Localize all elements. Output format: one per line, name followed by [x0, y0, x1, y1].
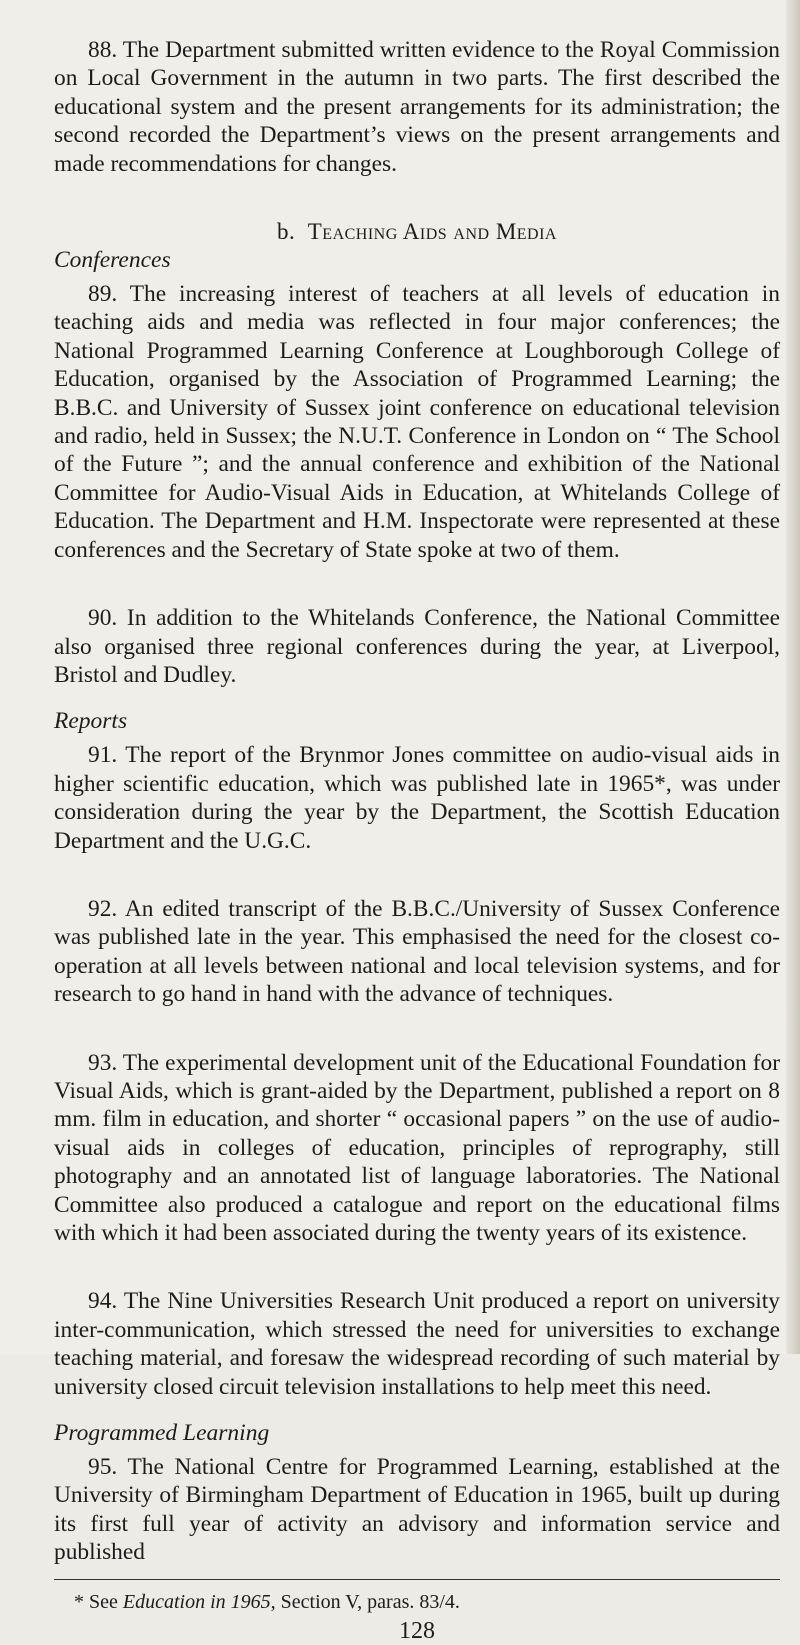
footnote [54, 1590, 780, 1614]
paragraph-89: 89. The increasing interest of teachers at all levels of education in teaching aids and media was reflected in four major conferences; the National Programmed Learning Conference at Loughborough College of Education, organised by the Association of Programmed Learning; the B.B.C. and University of Sussex joint conference on educational television and radio, held in Sussex; the N.U.T. Conference in London on “ The School of the Future ”; and the annual conference and exhibition of the National Committee for Audio-Visual Aids in Education, at Whitelands College of Education. The Department and H.M. Inspectorate were represented at these conferences and the Secretary of State spoke at two of them. [54, 281, 780, 563]
page-number: 128 [399, 1617, 435, 1644]
paragraph-93: 93. The experimental development unit of the Educational Foundation for Visual Aids, which is grant-aided by the Department, published a report on 8 mm. film in education, and shorter “ occasional papers ” on the use of audio-visual aids in colleges of education, principles of reprography, still photography and an annotated list of language laboratories. The National Committee also produced a catalogue and report on the educational films with which it had been associated during the twenty years of its existence. [54, 1049, 780, 1246]
paragraph-92: 92. An edited transcript of the B.B.C./University of Sussex Conference was published late in the year. This emphasised the need for the closest co-operation at all levels between national and local television systems, and for research to go hand in hand with the advance of techniques. [54, 895, 780, 1008]
section-title: Teaching Aids and Media [307, 219, 557, 245]
page-edge-shadow [786, 0, 800, 1354]
paragraph-94: 94. The Nine Universities Research Unit produced a report on university inter-communication, which stressed the need for universities to exchange teaching material, and foresaw the widespread recording of such material by university closed circuit television installations to help meet this need. [54, 1288, 780, 1400]
paragraph-88: 88. The Department submitted written evidence to the Royal Commission on Local Government in the autumn in two parts. The first described the educational system and the present arrangements for its administration; the second recorded the Department’s views on the present arrangements and made recommendations for changes. [54, 37, 780, 177]
subheading-reports: Reports [54, 708, 128, 735]
section-heading [54, 218, 780, 246]
section-letter: b. [277, 219, 296, 245]
footnote-italic: Education in 1965 [122, 1590, 271, 1613]
paragraph-90: 90. In addition to the Whitelands Conference, the National Committee also organised three regional conferences during the year, at Liverpool, Bristol and Dudley. [54, 605, 780, 688]
footnote-prefix: * See [74, 1590, 118, 1613]
paragraph-91: 91. The report of the Brynmor Jones committee on audio-visual aids in higher scientific education, which was published late in 1965*, was under consideration during the year by the Department, the Scottish Education Department and the U.G.C. [54, 742, 780, 854]
footnote-suffix: , Section V, paras. 83/4. [270, 1590, 460, 1613]
subheading-programmed-learning: Programmed Learning [54, 1420, 270, 1447]
paragraph-95: 95. The National Centre for Programmed Learning, established at the University of Birmingham Department of Education in 1965, built up during its first full year of activity an advisory and information service and published [54, 1454, 780, 1566]
subheading-conferences: Conferences [54, 247, 171, 274]
footnote-rule [54, 1579, 780, 1580]
page-content [54, 36, 780, 1645]
